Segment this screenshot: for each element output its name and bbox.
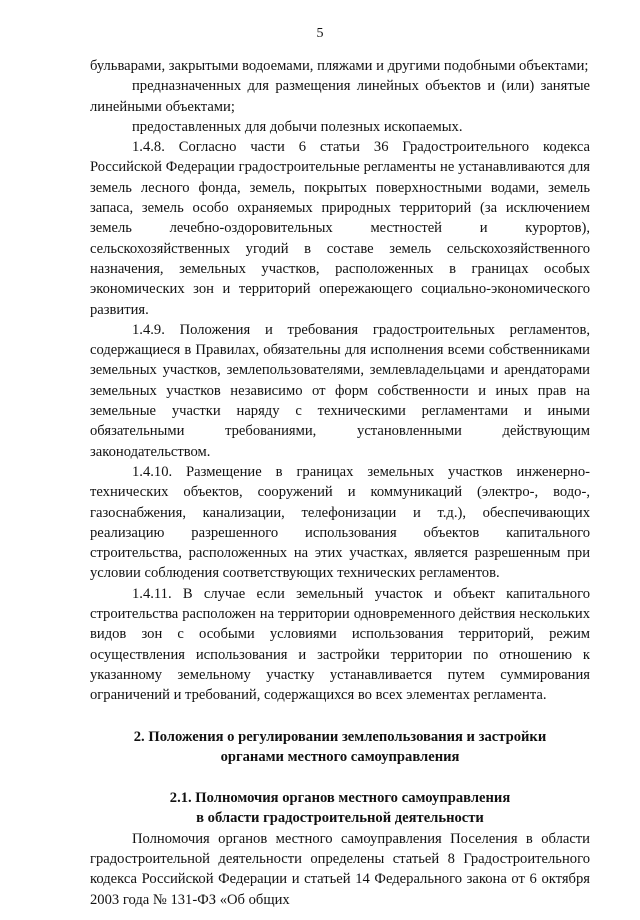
paragraph-1-4-8: 1.4.8. Согласно части 6 статьи 36 Градостроительного кодекса Российской Федерации градостроительные регламенты не устанавливаются для земель лесного фонда, земель, покрытых поверхностными водами, земель запаса, земель особо охраняемых природных территорий (за исключением земель лечебно-оздоровительных местностей и курортов), сельскохозяйственных угодий в составе земель сельскохозяйственного назначения, земельных участков, расположенных в границах особых экономических зон и территорий опережающего социально-экономического развития.: [90, 139, 590, 318]
subsection-heading-line: в области градостроительной деятельности: [196, 810, 484, 827]
page-number: 5: [316, 26, 324, 41]
subsection-heading-2-1: [90, 788, 590, 829]
paragraph: бульварами, закрытыми водоемами, пляжами и другими подобными объектами;: [90, 58, 589, 74]
section-heading-2: [90, 727, 590, 768]
paragraph: предназначенных для размещения линейных объектов и (или) занятые линейными объектами;: [90, 78, 590, 115]
section-heading-line: органами местного самоуправления: [220, 748, 460, 765]
paragraph-1-4-9: 1.4.9. Положения и требования градостроительных регламентов, содержащиеся в Правилах, обязательны для исполнения всеми собственниками земельных участков, землепользователями, землевладельцами и арендаторами земельных участков независимо от форм собственности и иных прав на земельные участки наряду с техническими регламентами и иными обязательными требованиями, установленными действующим законодательством.: [90, 321, 590, 460]
paragraph: предоставленных для добычи полезных ископаемых.: [132, 118, 463, 135]
paragraph-1-4-10: 1.4.10. Размещение в границах земельных участков инженерно-технических объектов, сооружений и коммуникаций (электро-, водо-, газоснабжения, канализации, телефонизации и т.д.), обеспечивающих реализацию разрешенного использования объектов капитального строительства, расположенных на этих участках, является разрешенным при условии соблюдения соответствующих технических регламентов.: [90, 463, 590, 582]
paragraph-1-4-11: 1.4.11. В случае если земельный участок и объект капитального строительства расположен на территории одновременного действия нескольких видов зон с особыми условиями использования территорий, режим осуществления использования и застройки территории по отношению к указанному земельному участку устанавливается путем суммирования ограничений и требований, содержащихся во всех элементах регламента.: [90, 585, 590, 704]
paragraph: Полномочия органов местного самоуправления Поселения в области градостроительной деятельности определены статьей 8 Градостроительного кодекса Российской Федерации и статьей 14 Федерального закона от 6 октября 2003 года № 131-ФЗ «Об общих: [90, 830, 590, 908]
page-content: [90, 56, 590, 910]
subsection-heading-line: 2.1. Полномочия органов местного самоуправления: [169, 790, 511, 807]
section-heading-line: 2. Положения о регулировании землепользования и застройки: [133, 728, 547, 745]
